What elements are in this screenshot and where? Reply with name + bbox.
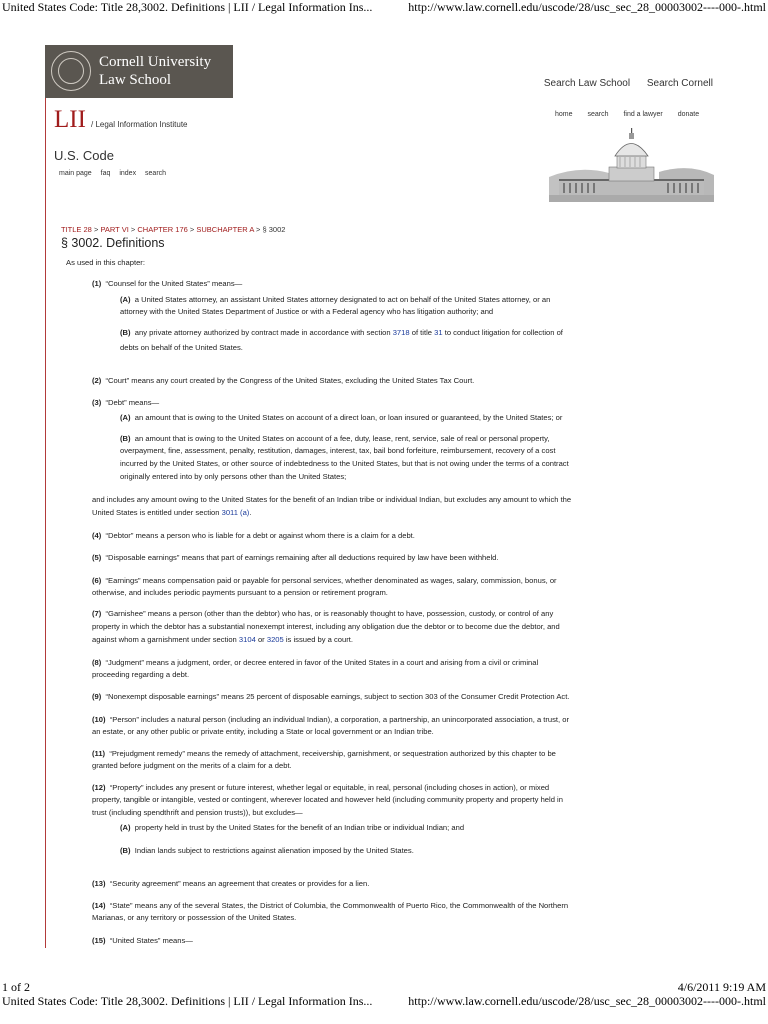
para-text: a United States attorney, an assistant United States attorney designated to act on behalf of the United States attorney, or an bbox=[134, 295, 551, 304]
section-title: § 3002. Definitions bbox=[61, 236, 165, 250]
breadcrumb-sep: > bbox=[130, 225, 136, 234]
para-1A bbox=[120, 294, 550, 306]
left-rule bbox=[45, 98, 46, 948]
para-line: originally entered into by only persons other than the United States; bbox=[120, 472, 347, 481]
breadcrumb-chapter[interactable]: CHAPTER 176 bbox=[137, 225, 188, 234]
para-14 bbox=[92, 900, 568, 912]
para-num: (A) bbox=[120, 413, 131, 422]
para-2 bbox=[92, 375, 474, 387]
para-3 bbox=[92, 397, 159, 409]
para-num: (14) bbox=[92, 901, 106, 910]
para-num: (5) bbox=[92, 553, 102, 562]
para-num: (13) bbox=[92, 879, 106, 888]
print-header-url: http://www.law.cornell.edu/uscode/28/usc_sec_28_00003002----000-.html bbox=[408, 0, 766, 14]
para-num: (3) bbox=[92, 398, 102, 407]
section-link[interactable]: 3718 bbox=[392, 328, 410, 337]
para-text: “Court” means any court created by the Congress of the United States, excluding the United States Tax Court. bbox=[105, 376, 475, 385]
para-text: to conduct litigation for collection of bbox=[444, 328, 563, 337]
para-10 bbox=[92, 714, 569, 726]
nav-home[interactable]: home bbox=[555, 111, 573, 118]
para-text: “Judgment” means a judgment, order, or decree entered in favor of the United States in a court and arising from a civil or criminal bbox=[105, 658, 539, 667]
para-text: “Disposable earnings” means that part of earnings remaining after all deductions required by law have been withheld. bbox=[105, 553, 499, 562]
para-text: Indian lands subject to restrictions against alienation imposed by the United States. bbox=[134, 846, 414, 855]
para-5 bbox=[92, 552, 499, 564]
banner-line1: Cornell University bbox=[99, 54, 212, 70]
nav-search[interactable]: search bbox=[587, 111, 609, 118]
uscode-nav bbox=[59, 170, 173, 177]
para-num: (4) bbox=[92, 531, 102, 540]
nav-find-lawyer[interactable]: find a lawyer bbox=[623, 111, 663, 118]
nav-donate[interactable]: donate bbox=[677, 111, 700, 118]
para-text: “Garnishee” means a person (other than the debtor) who has, or is reasonably thought to have, possession, custody, or control of any bbox=[105, 609, 554, 618]
para-text: any private attorney authorized by contract made in accordance with section bbox=[134, 328, 391, 337]
section-link[interactable]: 3104 bbox=[238, 635, 256, 644]
para-3B bbox=[120, 433, 549, 445]
print-footer bbox=[0, 980, 768, 994]
breadcrumb-title[interactable]: TITLE 28 bbox=[61, 225, 92, 234]
para-num: (15) bbox=[92, 936, 106, 945]
para-line: attorney with the United States Department of Justice or with a Federal agency who has litigation authority; and bbox=[120, 307, 494, 316]
breadcrumb bbox=[61, 225, 285, 234]
para-text: “United States” means— bbox=[109, 936, 193, 945]
para-line: incurred by the United States, or other source of indebtedness to the United States, but that is not owing under the terms of a contract bbox=[120, 459, 569, 468]
search-cornell-link[interactable]: Search Cornell bbox=[646, 78, 713, 89]
para-text: “Debt” means— bbox=[105, 398, 160, 407]
intro-text: As used in this chapter: bbox=[66, 258, 145, 267]
para-num: (10) bbox=[92, 715, 106, 724]
top-nav bbox=[555, 111, 712, 118]
para-15 bbox=[92, 935, 193, 947]
banner-line2: Law School bbox=[99, 72, 172, 88]
para-line: property in which the debtor has a substantial nonexempt interest, including any obligation due the debtor or to become due the debtor, and bbox=[92, 622, 560, 631]
para-text: “Property” includes any present or future interest, whether legal or equitable, in real, personal (including choses in action), or mixed bbox=[109, 783, 550, 792]
para-4 bbox=[92, 530, 415, 542]
para-line: Marianas, or any territory or possession of the United States. bbox=[92, 913, 297, 922]
para-text: “Counsel for the United States” means— bbox=[105, 279, 243, 288]
para-num: (A) bbox=[120, 823, 131, 832]
para-3A bbox=[120, 412, 562, 424]
para-9 bbox=[92, 691, 569, 703]
para-text: “Person” includes a natural person (including an individual Indian), a corporation, a partnership, an unincorporated association, a trust, or bbox=[109, 715, 570, 724]
uscode-title: U.S. Code bbox=[54, 148, 114, 163]
search-law-school-link[interactable]: Search Law School bbox=[543, 78, 631, 89]
nav-main-page[interactable]: main page bbox=[59, 170, 92, 177]
para-8 bbox=[92, 657, 538, 669]
cornell-seal-icon bbox=[51, 51, 91, 91]
para-line: an estate, or any other public or private entity, including a State or local government or an Indian tribe. bbox=[92, 727, 434, 736]
breadcrumb-part[interactable]: PART VI bbox=[100, 225, 129, 234]
breadcrumb-sep: > bbox=[93, 225, 99, 234]
breadcrumb-current: § 3002 bbox=[262, 225, 286, 234]
para-text: an amount that is owing to the United States on account of a fee, duty, lease, rent, service, sale of real or personal property, bbox=[134, 434, 550, 443]
para-text: “Nonexempt disposable earnings” means 25 percent of disposable earnings, subject to section 303 of the Consumer Credit Protection Act. bbox=[105, 692, 570, 701]
print-footer-second bbox=[0, 994, 768, 1008]
para-text: an amount that is owing to the United States on account of a direct loan, or loan insured or guaranteed, by the United States; or bbox=[134, 413, 563, 422]
para-line: otherwise, and includes periodic payments pursuant to a pension or retirement program. bbox=[92, 588, 388, 597]
para-1B bbox=[120, 327, 563, 339]
para-line bbox=[92, 507, 251, 519]
cornell-banner[interactable] bbox=[45, 45, 233, 98]
para-num: (12) bbox=[92, 783, 106, 792]
para-line bbox=[92, 634, 353, 646]
para-text: property held in trust by the United States for the benefit of an Indian tribe or individual Indian; and bbox=[134, 823, 465, 832]
para-num: (6) bbox=[92, 576, 102, 585]
breadcrumb-sep: > bbox=[189, 225, 195, 234]
para-11 bbox=[92, 748, 556, 760]
para-text: “State” means any of the several States, the District of Columbia, the Commonwealth of Puerto Rico, the Commonwealth of the Northern bbox=[109, 901, 569, 910]
breadcrumb-subchapter[interactable]: SUBCHAPTER A bbox=[196, 225, 254, 234]
para-num: (B) bbox=[120, 846, 131, 855]
lii-subtitle: / Legal Information Institute bbox=[91, 120, 188, 129]
section-link[interactable]: 3205 bbox=[266, 635, 284, 644]
para-text: or bbox=[257, 635, 265, 644]
print-header-title: United States Code: Title 28,3002. Definitions | LII / Legal Information Ins... bbox=[2, 0, 373, 14]
para-12A bbox=[120, 822, 464, 834]
para-13 bbox=[92, 878, 369, 890]
para-line: debts on behalf of the United States. bbox=[120, 343, 243, 352]
para-text: of title bbox=[411, 328, 432, 337]
para-text: “Security agreement” means an agreement that creates or provides for a lien. bbox=[109, 879, 370, 888]
nav-uscode-search[interactable]: search bbox=[145, 170, 167, 177]
print-footer-url: http://www.law.cornell.edu/uscode/28/usc_sec_28_00003002----000-.html bbox=[408, 994, 766, 1008]
para-text: United States is entitled under section bbox=[92, 508, 220, 517]
para-text: “Debtor” means a person who is liable for a debt or against whom there is a claim for a debt. bbox=[105, 531, 415, 540]
para-num: (B) bbox=[120, 328, 131, 337]
para-text: against whom a garnishment under section bbox=[92, 635, 237, 644]
para-num: (9) bbox=[92, 692, 102, 701]
para-line: trust (including spendthrift and pension trusts)), but excludes— bbox=[92, 808, 303, 817]
para-text: . bbox=[249, 508, 252, 517]
para-num: (B) bbox=[120, 434, 131, 443]
para-line: and includes any amount owing to the United States for the benefit of an Indian tribe or individual Indian, but excludes any amount to which the bbox=[92, 495, 572, 504]
para-line: proceeding regarding a debt. bbox=[92, 670, 190, 679]
nav-index[interactable]: index bbox=[119, 170, 137, 177]
para-num: (2) bbox=[92, 376, 102, 385]
para-12B bbox=[120, 845, 414, 857]
para-text: is issued by a court. bbox=[285, 635, 353, 644]
print-header bbox=[0, 0, 768, 14]
print-datetime: 4/6/2011 9:19 AM bbox=[677, 980, 766, 994]
para-text: “Earnings” means compensation paid or payable for personal services, whether denominated as wages, salary, commission, bonus, or bbox=[105, 576, 557, 585]
para-num: (A) bbox=[120, 295, 131, 304]
nav-faq[interactable]: faq bbox=[100, 170, 111, 177]
para-line: overpayment, fine, assessment, penalty, restitution, damages, interest, tax, bail bond forfeiture, reimbursement, recovery of a cost bbox=[120, 446, 556, 455]
lii-logo[interactable]: LII bbox=[54, 106, 86, 133]
section-link[interactable]: 3011 (a) bbox=[221, 508, 250, 517]
capitol-image bbox=[549, 127, 714, 202]
para-1 bbox=[92, 278, 242, 290]
para-text: “Prejudgment remedy” means the remedy of attachment, receivership, garnishment, or sequestration authorized by this chapter to be bbox=[109, 749, 556, 758]
title-link[interactable]: 31 bbox=[434, 328, 443, 337]
para-12 bbox=[92, 782, 549, 794]
para-line: granted before judgment on the merits of a claim for a debt. bbox=[92, 761, 292, 770]
para-num: (11) bbox=[92, 749, 106, 758]
print-footer-title: United States Code: Title 28,3002. Definitions | LII / Legal Information Ins... bbox=[2, 994, 373, 1008]
para-num: (1) bbox=[92, 279, 102, 288]
print-page-number: 1 of 2 bbox=[2, 980, 30, 994]
para-7 bbox=[92, 608, 553, 620]
para-6 bbox=[92, 575, 557, 587]
para-num: (7) bbox=[92, 609, 102, 618]
breadcrumb-sep: > bbox=[256, 225, 261, 234]
para-num: (8) bbox=[92, 658, 102, 667]
para-line: property, tangible or intangible, vested or contingent, wherever located and however held (including community property and property held in bbox=[92, 795, 563, 804]
search-links bbox=[530, 78, 713, 89]
